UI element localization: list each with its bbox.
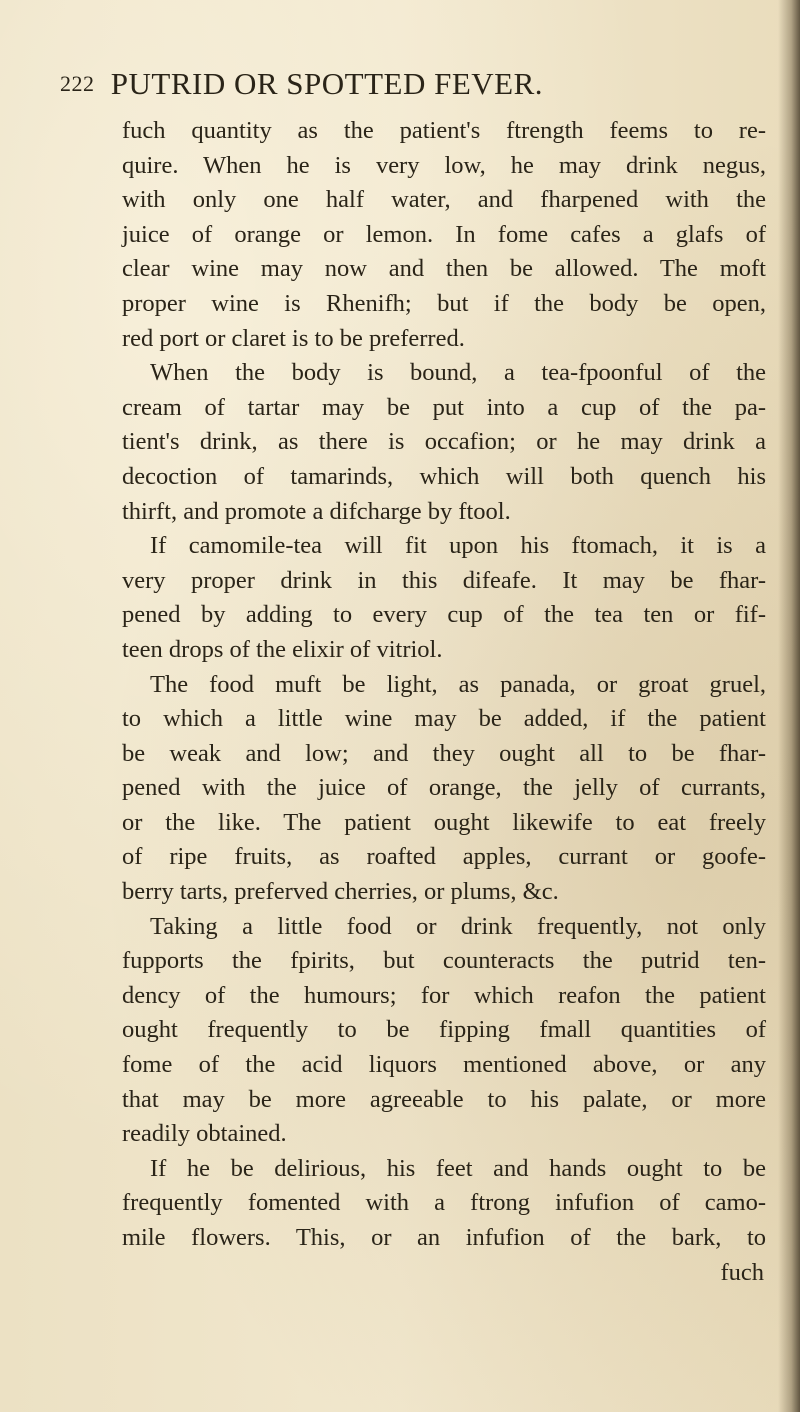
text-line: dency of the humours; for which reafon the patient (122, 981, 766, 1009)
text-line: clear wine may now and then be allowed. The moft (122, 255, 766, 283)
text-line: frequently fomented with a ftrong infufion of camo- (122, 1189, 766, 1217)
text-line: red port or claret is to be preferred. (122, 324, 465, 352)
text-line: ought frequently to be fipping fmall quantities of (122, 1016, 766, 1044)
text-line: of ripe fruits, as roafted apples, currant or goofe- (122, 843, 766, 871)
text-line: readily obtained. (122, 1120, 287, 1148)
text-line: cream of tartar may be put into a cup of the pa- (122, 393, 766, 421)
text-line: be weak and low; and they ought all to be fhar- (122, 739, 766, 767)
text-line: tient's drink, as there is occafion; or he may drink a (122, 428, 766, 456)
text-line: decoction of tamarinds, which will both quench his (122, 462, 766, 490)
text-line: If camomile-tea will fit upon his ftomach, it is a (150, 532, 766, 560)
text-line: to which a little wine may be added, if the patient (122, 705, 766, 733)
text-line: proper wine is Rhenifh; but if the body be open, (122, 289, 766, 317)
text-line: When the body is bound, a tea-fpoonful of the (150, 359, 766, 387)
text-line: mile flowers. This, or an infufion of the bark, to (122, 1224, 766, 1251)
text-line: The food muft be light, as panada, or groat gruel, (150, 670, 766, 698)
text-line: teen drops of the elixir of vitriol. (122, 635, 443, 663)
text-line: pened by adding to every cup of the tea ten or fif- (122, 601, 766, 629)
text-line: If he be delirious, his feet and hands ought to be (150, 1154, 766, 1182)
catchword: fuch (720, 1258, 764, 1286)
text-line: with only one half water, and fharpened with the (122, 186, 766, 214)
running-header (60, 66, 760, 106)
text-line: fome of the acid liquors mentioned above, or any (122, 1051, 766, 1079)
text-line: fupports the fpirits, but counteracts the putrid ten- (122, 947, 766, 975)
text-line: fuch quantity as the patient's ftrength feems to re- (122, 117, 766, 144)
text-line: or the like. The patient ought likewife to eat freely (122, 808, 766, 836)
page-number: 222 (60, 71, 95, 96)
text-line: berry tarts, preferved cherries, or plums, &c. (122, 878, 559, 906)
text-line: pened with the juice of orange, the jelly of currants, (122, 774, 766, 802)
body-text (122, 114, 766, 1290)
text-line: that may be more agreeable to his palate, or more (122, 1085, 766, 1113)
text-line: Taking a little food or drink frequently, not only (150, 912, 766, 940)
text-line: thirft, and promote a difcharge by ftool. (122, 497, 511, 525)
running-title: PUTRID OR SPOTTED FEVER. (110, 66, 544, 101)
text-line: very proper drink in this difeafe. It may be fhar- (122, 566, 766, 594)
text-line: quire. When he is very low, he may drink negus, (122, 151, 766, 179)
text-line: juice of orange or lemon. In fome cafes a glafs of (122, 220, 766, 248)
page-edge-shadow (778, 0, 800, 1412)
